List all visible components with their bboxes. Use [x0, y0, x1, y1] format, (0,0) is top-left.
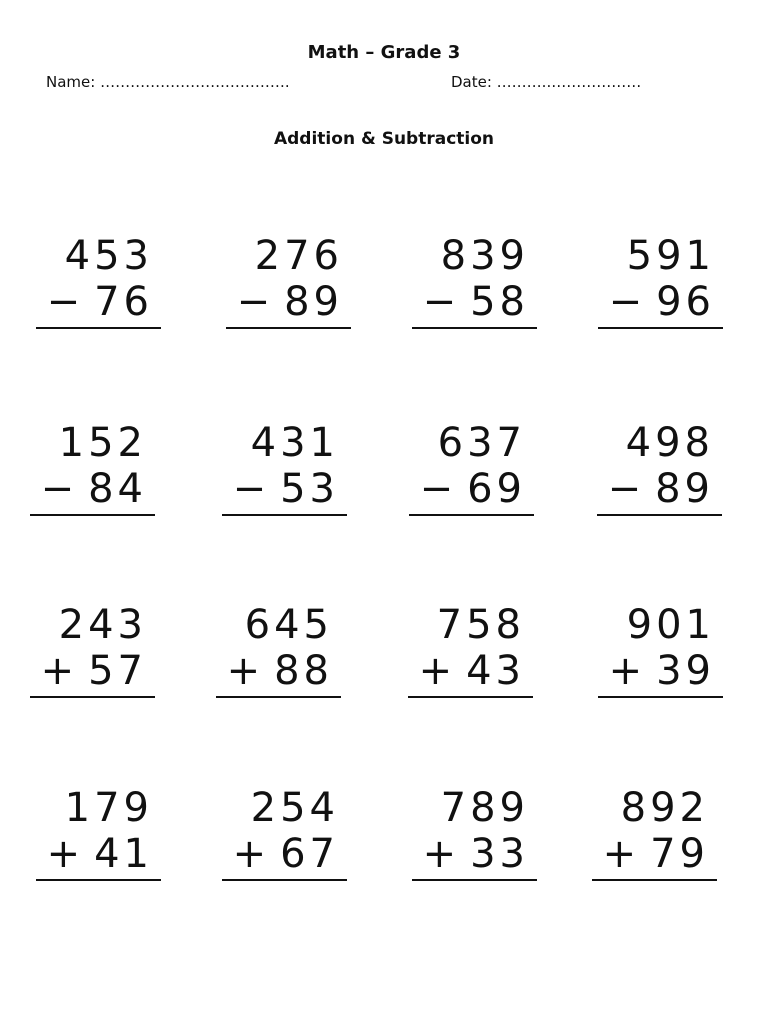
problem-15 — [412, 786, 537, 886]
answer-line — [30, 514, 155, 516]
operator: − — [46, 279, 85, 325]
subtrahend: 96 — [656, 279, 715, 325]
subtrahend: 89 — [284, 279, 343, 325]
problem-14 — [222, 786, 347, 886]
answer-line — [412, 879, 537, 881]
addend-bottom: 88 — [274, 648, 333, 694]
subtrahend: 76 — [94, 279, 153, 325]
minuend: 152 — [58, 420, 147, 466]
subtrahend: 69 — [467, 466, 526, 512]
addend-top: 645 — [244, 602, 333, 648]
addend-bottom: 41 — [94, 831, 153, 877]
answer-line — [36, 879, 161, 881]
minuend: 431 — [250, 420, 339, 466]
worksheet-subtitle: Addition & Subtraction — [273, 129, 495, 149]
answer-line — [597, 514, 722, 516]
addend-top: 243 — [58, 602, 147, 648]
page-title: Math – Grade 3 — [307, 42, 461, 63]
problem-8 — [597, 421, 722, 521]
addend-top: 758 — [436, 602, 525, 648]
addend-top: 254 — [250, 785, 339, 831]
minuend: 276 — [254, 233, 343, 279]
addend-bottom: 33 — [470, 831, 529, 877]
problem-16 — [592, 786, 717, 886]
minuend: 498 — [625, 420, 714, 466]
operand-row — [47, 280, 153, 324]
operator: − — [422, 279, 461, 325]
operand-row — [237, 280, 343, 324]
problem-2 — [226, 234, 351, 334]
operand-row — [423, 280, 529, 324]
answer-line — [30, 696, 155, 698]
problem-3 — [412, 234, 537, 334]
operator: − — [232, 466, 271, 512]
operand-row — [47, 832, 153, 876]
operand-row — [233, 832, 339, 876]
operator: + — [40, 648, 79, 694]
answer-line — [409, 514, 534, 516]
operator: + — [232, 831, 271, 877]
addend-top: 179 — [64, 785, 153, 831]
minuend: 637 — [437, 420, 526, 466]
operator: + — [422, 831, 461, 877]
minuend: 591 — [626, 233, 715, 279]
problem-5 — [30, 421, 155, 521]
addend-top: 901 — [626, 602, 715, 648]
operator: + — [608, 648, 647, 694]
name-field-label: Name: …………………….…………. — [46, 73, 290, 91]
problem-10 — [216, 603, 341, 703]
problem-13 — [36, 786, 161, 886]
operator: + — [602, 831, 641, 877]
operator: + — [226, 648, 265, 694]
operand-row — [603, 832, 709, 876]
answer-line — [222, 879, 347, 881]
operand-row — [233, 467, 339, 511]
problem-9 — [30, 603, 155, 703]
answer-line — [592, 879, 717, 881]
problem-12 — [598, 603, 723, 703]
operand-row — [609, 649, 715, 693]
addend-bottom: 79 — [650, 831, 709, 877]
answer-line — [36, 327, 161, 329]
operand-row — [420, 467, 526, 511]
subtrahend: 84 — [88, 466, 147, 512]
operand-row — [608, 467, 714, 511]
operator: − — [607, 466, 646, 512]
addend-bottom: 39 — [656, 648, 715, 694]
addend-bottom: 57 — [88, 648, 147, 694]
operator: − — [608, 279, 647, 325]
answer-line — [222, 514, 347, 516]
answer-line — [412, 327, 537, 329]
problem-4 — [598, 234, 723, 334]
operand-row — [419, 649, 525, 693]
answer-line — [598, 327, 723, 329]
operand-row — [41, 649, 147, 693]
problem-1 — [36, 234, 161, 334]
operator: + — [418, 648, 457, 694]
operator: − — [419, 466, 458, 512]
minuend: 453 — [64, 233, 153, 279]
minuend: 839 — [440, 233, 529, 279]
problem-11 — [408, 603, 533, 703]
addend-top: 789 — [440, 785, 529, 831]
addend-bottom: 43 — [466, 648, 525, 694]
operator: − — [40, 466, 79, 512]
answer-line — [408, 696, 533, 698]
addend-bottom: 67 — [280, 831, 339, 877]
answer-line — [226, 327, 351, 329]
operator: + — [46, 831, 85, 877]
operand-row — [609, 280, 715, 324]
operand-row — [227, 649, 333, 693]
subtrahend: 89 — [655, 466, 714, 512]
problem-6 — [222, 421, 347, 521]
operand-row — [41, 467, 147, 511]
answer-line — [598, 696, 723, 698]
problem-7 — [409, 421, 534, 521]
addend-top: 892 — [620, 785, 709, 831]
operator: − — [236, 279, 275, 325]
date-field-label: Date: ………..……………… — [451, 73, 642, 91]
operand-row — [423, 832, 529, 876]
subtrahend: 58 — [470, 279, 529, 325]
subtrahend: 53 — [280, 466, 339, 512]
answer-line — [216, 696, 341, 698]
